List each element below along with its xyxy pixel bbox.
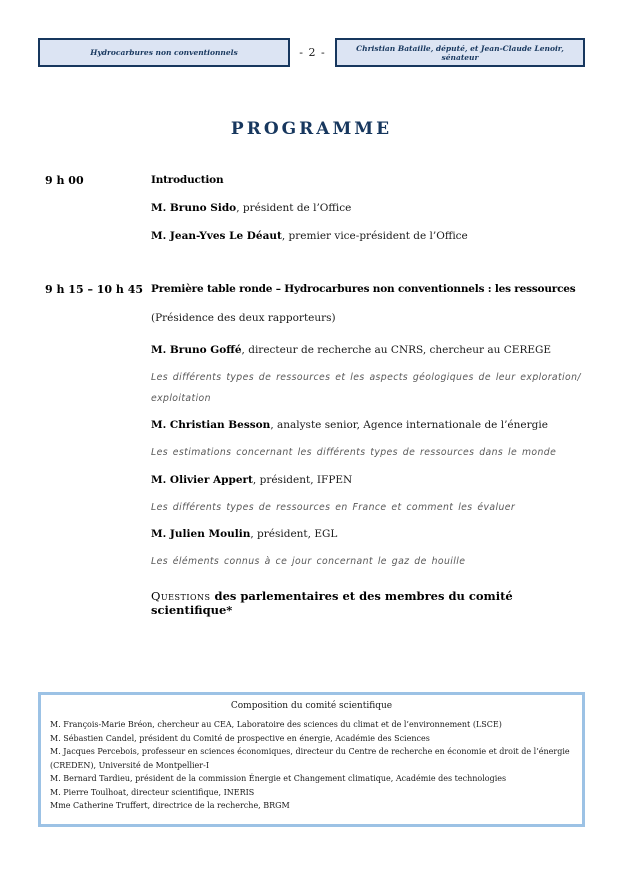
speaker-role: , président, IFPEN <box>252 474 353 486</box>
entry-heading: Première table ronde – Hydrocarbures non conventionnels : les ressources <box>151 283 576 295</box>
speaker-name: M. Olivier Appert <box>151 474 253 486</box>
schedule-entry-introduction <box>45 174 585 243</box>
speaker-line <box>151 528 585 541</box>
header-right-label: Christian Bataille, député, et Jean-Claude Lenoir, sénateur <box>356 43 564 62</box>
entry-content <box>151 283 585 617</box>
schedule-entry-table-ronde <box>45 283 585 617</box>
talk-topic: Les estimations concernant les différents types de ressources dans le monde <box>151 447 557 458</box>
header-left-box <box>38 38 290 67</box>
speaker-name: M. Jean-Yves Le Déaut <box>151 230 282 242</box>
speaker-line <box>151 202 585 215</box>
talk-topic: Les différents types de ressources en France et comment les évaluer <box>151 502 516 513</box>
entry-content <box>151 174 585 243</box>
talk-topic: Les éléments connus à ce jour concernant le gaz de houille <box>151 556 466 567</box>
questions-line <box>151 589 585 617</box>
questions-smallcaps: Questions <box>151 589 211 603</box>
speaker-role: , analyste senior, Agence internationale de l’énergie <box>270 419 548 431</box>
committee-member: M. Sébastien Candel, président du Comité de prospective en énergie, Académie des Sciences <box>50 733 430 743</box>
committee-member: M. Pierre Toulhoat, directeur scientifique, INERIS <box>50 787 255 797</box>
page-title: PROGRAMME <box>230 119 393 139</box>
committee-member: Mme Catherine Truffert, directrice de la recherche, BRGM <box>50 801 290 810</box>
speaker-name: M. Christian Besson <box>151 419 271 431</box>
speaker-role: , président de l’Office <box>236 202 352 214</box>
entry-subheading: (Présidence des deux rapporteurs) <box>151 312 336 324</box>
speaker-line <box>151 419 585 432</box>
page-number: - 2 - <box>299 46 326 59</box>
speaker-role: , directeur de recherche au CNRS, chercheur au CEREGE <box>241 344 552 356</box>
committee-box <box>38 692 585 827</box>
committee-member: M. Jacques Percebois, professeur en sciences économiques, directeur du Centre de recherche en économie et droit de l’énergie (CREDEN), Université de Montpellier-I <box>50 747 570 770</box>
questions-bold-text: des parlementaires et des membres du comité scientifique* <box>151 589 513 617</box>
talk-topic: Les différents types de ressources et les aspects géologiques de leur exploration/ exploitation <box>151 372 581 404</box>
header-right-box <box>335 38 585 67</box>
speaker-line <box>151 344 585 357</box>
speaker-name: M. Bruno Goffé <box>151 344 242 356</box>
page-header <box>38 38 585 67</box>
speaker-name: M. Bruno Sido <box>151 202 237 214</box>
time-label: 9 h 00 <box>45 174 84 187</box>
speaker-line <box>151 230 585 243</box>
time-label: 9 h 15 – 10 h 45 <box>45 283 144 296</box>
committee-member: M. François-Marie Bréon, chercheur au CEA, Laboratoire des sciences du climat et de l’environnement (LSCE) <box>50 720 502 729</box>
header-left-label: Hydrocarbures non conventionnels <box>90 48 238 57</box>
entry-heading: Introduction <box>151 174 224 186</box>
committee-title: Composition du comité scientifique <box>230 701 393 711</box>
speaker-role: , président, EGL <box>250 528 338 540</box>
speaker-role: , premier vice-président de l’Office <box>281 230 468 242</box>
speaker-name: M. Julien Moulin <box>151 528 251 540</box>
speaker-line <box>151 474 585 487</box>
committee-member: M. Bernard Tardieu, président de la commission Énergie et Changement climatique, Académie des technologies <box>50 774 507 783</box>
schedule <box>45 174 585 617</box>
